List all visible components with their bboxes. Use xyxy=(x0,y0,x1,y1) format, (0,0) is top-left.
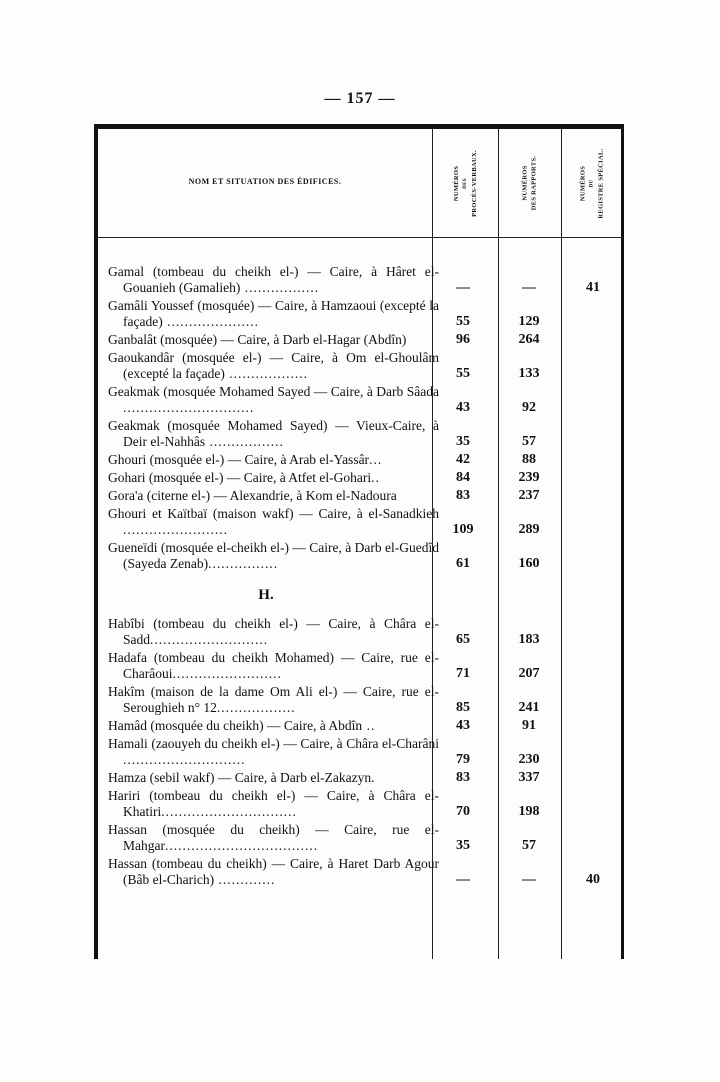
header-col2-line1: NUMÉROS xyxy=(521,165,529,201)
leader-dots: ........................... xyxy=(150,632,269,647)
leader-dots: .............................. xyxy=(123,400,255,415)
rapport-number: 183 xyxy=(518,632,540,647)
table-row xyxy=(108,540,628,572)
table-row xyxy=(108,788,628,820)
edifice-name-text: Hassan (mosquée du cheikh) — Caire, rue el-Mahgar xyxy=(108,822,439,853)
edifice-name xyxy=(108,616,439,648)
edifice-name-text: Gamal (tombeau du cheikh el-) — Caire, à Hâret el-Gouanieh (Gamalieh) xyxy=(108,264,439,295)
header-col3-line3: REGISTRE SPÉCIAL. xyxy=(598,147,605,219)
section-g xyxy=(108,264,628,574)
registre-number: 40 xyxy=(586,872,600,887)
rapport-number: 237 xyxy=(518,488,540,503)
leader-dots: ................. xyxy=(205,434,284,449)
header-col1-line3: PROCÈS-VERBAUX. xyxy=(470,149,478,217)
table-row xyxy=(108,470,628,486)
proces-verbal-number: 55 xyxy=(456,366,470,381)
header-col3-line1: NUMÉROS xyxy=(580,165,587,201)
table-row xyxy=(108,616,628,648)
leader-dots: ............................ xyxy=(123,752,246,767)
table-row xyxy=(108,452,628,468)
edifice-name xyxy=(108,350,439,382)
edifice-name-text: Gohari (mosquée el-) — Caire, à Atfet el-Gohari xyxy=(108,470,372,485)
rapport-number: 264 xyxy=(518,332,540,347)
header-col2-line2: DES RAPPORTS. xyxy=(530,155,538,211)
rapport-number: 198 xyxy=(518,804,540,819)
header-col-rapports xyxy=(498,135,561,231)
proces-verbal-number: 42 xyxy=(456,452,470,467)
rapport-number: 239 xyxy=(518,470,540,485)
proces-verbal-number: — xyxy=(456,872,470,887)
rapport-number: 57 xyxy=(522,434,536,449)
edifice-name xyxy=(108,856,439,888)
edifice-name-text: Geakmak (mosquée Mohamed Sayed — Caire, à Darb Sâada xyxy=(108,384,439,399)
proces-verbal-number: 84 xyxy=(456,470,470,485)
rapport-number: 289 xyxy=(518,522,540,537)
edifice-name-text: Geakmak (mosquée Mohamed Sayed) — Vieux-Caire, à Deir el-Nahhâs xyxy=(108,418,439,449)
proces-verbal-number: 35 xyxy=(456,434,470,449)
table-row xyxy=(108,298,628,330)
edifice-name xyxy=(108,770,439,786)
edifice-name-text: Habîbi (tombeau du cheikh el-) — Caire, à Châra el-Sadd xyxy=(108,616,439,647)
edifice-name-text: Hamali (zaouyeh du cheikh el-) — Caire, à Châra el-Charâni xyxy=(108,736,439,751)
table-row xyxy=(108,506,628,538)
table-row xyxy=(108,332,628,348)
edifice-name-text: Hariri (tombeau du cheikh el-) — Caire, à Châra el-Khatiri xyxy=(108,788,439,819)
rapport-number: 88 xyxy=(522,452,536,467)
table-row xyxy=(108,856,628,888)
leader-dots: ..................... xyxy=(162,314,259,329)
rapport-number: 57 xyxy=(522,838,536,853)
leader-dots: .................. xyxy=(224,366,309,381)
edifice-name-text: Hassan (tombeau du cheikh) — Caire, à Haret Darb Agour (Bâb el-Charich) xyxy=(108,856,439,887)
edifice-name xyxy=(108,470,439,486)
rapport-number: 133 xyxy=(518,366,540,381)
proces-verbal-number: 83 xyxy=(456,488,470,503)
leader-dots: ......................... xyxy=(172,666,282,681)
edifice-name xyxy=(108,540,439,572)
proces-verbal-number: — xyxy=(456,280,470,295)
edifice-name-text: Gamâli Youssef (mosquée) — Caire, à Hamzaoui (excepté la façade) xyxy=(108,298,439,329)
edifice-name-text: Gora'a (citerne el-) — Alexandrie, à Kom el-Nadoura xyxy=(108,488,397,503)
header-col3-line2: DU xyxy=(590,179,595,187)
edifice-name-text: Ghouri et Kaïtbaï (maison wakf) — Caire, à el-Sanadkieh xyxy=(108,506,439,521)
section-h xyxy=(108,616,628,890)
header-col1-line2: DES xyxy=(462,177,468,189)
table-row xyxy=(108,736,628,768)
edifice-name-text: Hamâd (mosquée du cheikh) — Caire, à Abdîn xyxy=(108,718,363,733)
edifice-name xyxy=(108,506,439,538)
header-col-proces-verbaux xyxy=(432,135,498,231)
rapport-number: 241 xyxy=(518,700,540,715)
edifice-name xyxy=(108,822,439,854)
rapport-number: 91 xyxy=(522,718,536,733)
leader-dots: ... xyxy=(369,452,383,467)
page-number: — 157 — xyxy=(324,90,396,107)
rapport-number: 129 xyxy=(518,314,540,329)
proces-verbal-number: 70 xyxy=(456,804,470,819)
leader-dots: ........................ xyxy=(123,522,228,537)
leader-dots: .................. xyxy=(216,700,296,715)
edifice-name-text: Hamza (sebil wakf) — Caire, à Darb el-Zakazyn. xyxy=(108,770,375,785)
edifice-name xyxy=(108,488,439,504)
edifice-name xyxy=(108,264,439,296)
edifice-name xyxy=(108,736,439,768)
leader-dots: ................................... xyxy=(164,838,319,853)
rapport-number: — xyxy=(522,280,536,295)
header-rule xyxy=(98,237,621,238)
edifice-name xyxy=(108,298,439,330)
table-row xyxy=(108,822,628,854)
edifice-name xyxy=(108,384,439,416)
edifice-name-text: Gueneïdi (mosquée el-cheikh el-) — Caire, à Darb el-Guedîd (Sayeda Zenab) xyxy=(108,540,439,571)
proces-verbal-number: 61 xyxy=(456,556,470,571)
rapport-number: — xyxy=(522,872,536,887)
edifice-name xyxy=(108,650,439,682)
proces-verbal-number: 55 xyxy=(456,314,470,329)
table-row xyxy=(108,264,628,296)
table-row xyxy=(108,650,628,682)
header-name-column: NOM ET SITUATION DES ÉDIFICES. xyxy=(188,177,342,186)
proces-verbal-number: 83 xyxy=(456,770,470,785)
proces-verbal-number: 85 xyxy=(456,700,470,715)
leader-dots: .. xyxy=(371,470,380,485)
edifice-name-text: Hadafa (tombeau du cheikh Mohamed) — Caire, rue el-Charâoui xyxy=(108,650,439,681)
proces-verbal-number: 43 xyxy=(456,718,470,733)
table-row xyxy=(108,718,628,734)
rapport-number: 337 xyxy=(518,770,540,785)
leader-dots: .. xyxy=(362,718,376,733)
section-letter-h: H. xyxy=(258,587,274,603)
edifice-name xyxy=(108,718,439,734)
proces-verbal-number: 65 xyxy=(456,632,470,647)
registre-number: 41 xyxy=(586,280,600,295)
leader-dots: ................. xyxy=(240,280,320,295)
proces-verbal-number: 35 xyxy=(456,838,470,853)
table-row xyxy=(108,488,628,504)
edifice-name-text: Ganbalât (mosquée) — Caire, à Darb el-Hagar (Abdîn) xyxy=(108,332,407,347)
edifice-name-text: Gaoukandâr (mosquée el-) — Caire, à Om el-Ghoulâm (excepté la façade) xyxy=(108,350,439,381)
table-row xyxy=(108,770,628,786)
table-row xyxy=(108,684,628,716)
rapport-number: 230 xyxy=(518,752,540,767)
proces-verbal-number: 96 xyxy=(456,332,470,347)
edifice-name xyxy=(108,418,439,450)
proces-verbal-number: 109 xyxy=(452,522,474,537)
leader-dots: ............. xyxy=(214,872,276,887)
table-row xyxy=(108,350,628,382)
rapport-number: 92 xyxy=(522,400,536,415)
rapport-number: 160 xyxy=(518,556,540,571)
edifice-name xyxy=(108,684,439,716)
table-row xyxy=(108,384,628,416)
header-col-registre xyxy=(561,135,624,231)
leader-dots: ............................... xyxy=(161,804,297,819)
edifice-name xyxy=(108,788,439,820)
proces-verbal-number: 79 xyxy=(456,752,470,767)
entries xyxy=(108,264,628,890)
edifice-name xyxy=(108,332,439,348)
header-col1-line1: NUMÉROS xyxy=(452,165,460,201)
table-row xyxy=(108,418,628,450)
rapport-number: 207 xyxy=(518,666,540,681)
proces-verbal-number: 71 xyxy=(456,666,470,681)
edifice-name-text: Hakîm (maison de la dame Om Ali el-) — Caire, rue el-Seroughieh n° 12 xyxy=(108,684,439,715)
edifice-name-text: Ghouri (mosquée el-) — Caire, à Arab el-Yassâr xyxy=(108,452,370,467)
proces-verbal-number: 43 xyxy=(456,400,470,415)
leader-dots: ................ xyxy=(208,556,279,571)
edifice-name xyxy=(108,452,439,468)
